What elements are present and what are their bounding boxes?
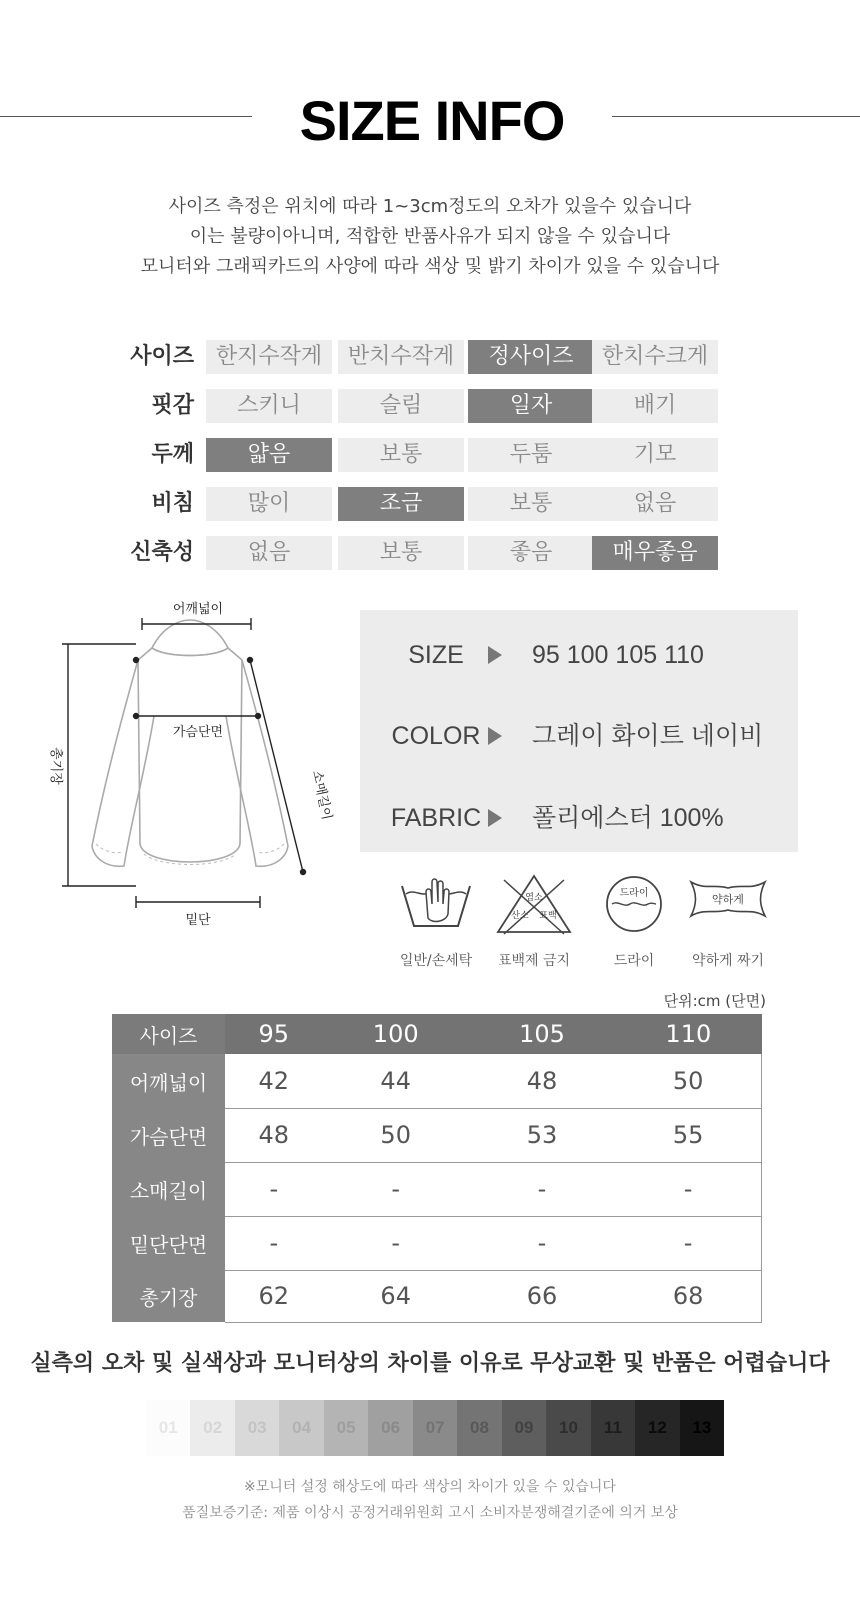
rating-option: 보통 [468,487,594,521]
spec-row-color [360,716,798,756]
row-label: 총기장 [112,1270,225,1322]
swatch-cell: 09 [502,1400,546,1456]
rating-option-selected: 정사이즈 [468,340,594,374]
spec-row-size [360,635,798,675]
dry-clean-text: 드라이 [619,888,649,899]
header-divider-right [612,116,860,117]
rating-option: 보통 [338,536,464,570]
rating-row-stretch [0,536,860,570]
gentle-wring-text: 약하게 [712,893,744,906]
row-label: 가슴단면 [112,1108,225,1162]
table-cell: 48 [469,1054,615,1108]
swatch-cell: 04 [279,1400,323,1456]
size-table [112,1014,762,1323]
notice-line: 사이즈 측정은 위치에 따라 1~3cm정도의 오차가 있을수 있습니다 [168,196,692,217]
rating-label: 두께 [151,442,194,467]
spec-row-fabric [360,798,798,838]
header-divider-left [0,116,252,117]
table-cell: - [615,1162,761,1216]
return-warning: 실측의 오차 및 실색상과 모니터상의 차이를 이유로 무상교환 및 반품은 어렵습니다 [30,1351,830,1376]
swatch-cell: 11 [591,1400,635,1456]
rating-option: 슬림 [338,389,464,423]
rating-option: 없음 [592,487,718,521]
care-item [486,874,582,974]
row-label: 소매길이 [112,1162,225,1216]
chest-label: 가슴단면 [172,725,224,740]
table-cell: 68 [615,1270,761,1322]
care-label: 일반/손세탁 [399,953,473,969]
swatch-cell: 06 [368,1400,412,1456]
swatch-cell: 07 [413,1400,457,1456]
rating-option: 많이 [206,487,332,521]
rating-option: 배기 [592,389,718,423]
table-row [112,1162,762,1216]
care-item [586,874,682,974]
notice-line: 모니터와 그래픽카드의 사양에 따라 색상 및 밝기 차이가 있을 수 있습니다 [140,256,720,277]
swatch-cell: 02 [190,1400,234,1456]
bleach-type-text: 표백 [539,911,557,921]
hand-wash-icon [396,874,476,932]
rating-option: 반치수작게 [338,340,464,374]
rating-option-selected: 매우좋음 [592,536,718,570]
swatch-cell: 12 [635,1400,679,1456]
shoulder-label: 어깨넓이 [172,602,224,617]
table-cell: - [615,1216,761,1270]
swatch-cell: 08 [457,1400,501,1456]
table-header-cell: 95 [225,1014,323,1054]
row-label: 밑단단면 [112,1216,225,1270]
table-header-cell: 사이즈 [112,1014,225,1054]
table-header-cell: 105 [469,1014,615,1054]
spec-key: SIZE [408,641,464,669]
spec-value: 폴리에스터 100% [532,804,724,832]
table-row [112,1270,762,1322]
rating-option: 두툼 [468,438,594,472]
page-title: SIZE INFO [299,89,565,152]
table-cell: 62 [225,1270,323,1322]
care-label: 약하게 짜기 [691,953,765,969]
table-header-cell: 110 [615,1014,761,1054]
rating-label: 신축성 [130,540,194,565]
page-header [0,88,860,158]
play-arrow-icon [488,646,502,664]
gentle-wring-icon [685,874,771,924]
rating-label: 비침 [151,491,194,516]
spec-value: 95 100 105 110 [532,641,704,669]
spec-key: COLOR [391,722,481,750]
sleeve-label: 소매길이 [308,769,334,822]
spec-key: FABRIC [390,804,482,832]
rating-option: 기모 [592,438,718,472]
table-cell: 42 [225,1054,323,1108]
table-cell: 50 [615,1054,761,1108]
rating-row-thickness [0,438,860,472]
dry-clean-icon [602,874,666,934]
care-label: 드라이 [613,953,655,969]
table-cell: 64 [323,1270,469,1322]
footer-quality: 품질보증기준: 제품 이상시 공정거래위원회 고시 소비자분쟁해결기준에 의거 보상 [182,1505,678,1521]
care-item [388,874,484,974]
rating-option: 스키니 [206,389,332,423]
spec-value: 그레이 화이트 네이비 [532,722,764,750]
table-cell: - [469,1216,615,1270]
swatch-cell: 03 [235,1400,279,1456]
table-cell: 55 [615,1108,761,1162]
footer-note: ※모니터 설정 해상도에 따라 색상의 차이가 있을 수 있습니다 [244,1479,616,1495]
swatch-cell: 01 [146,1400,190,1456]
rating-row-fit [0,389,860,423]
rating-option: 보통 [338,438,464,472]
row-label: 어깨넓이 [112,1054,225,1108]
table-cell: - [323,1162,469,1216]
table-cell: - [225,1216,323,1270]
table-row [112,1054,762,1108]
table-cell: - [469,1162,615,1216]
no-bleach-icon [494,874,574,936]
notice-line: 이는 불량이아니며, 적합한 반품사유가 되지 않을 수 있습니다 [189,226,671,247]
table-cell: 44 [323,1054,469,1108]
unit-note: 단위:cm (단면) [663,992,766,1010]
grayscale-swatch-strip [146,1400,724,1456]
rating-option: 한치수크게 [592,340,718,374]
rating-row-sheerness [0,487,860,521]
play-arrow-icon [488,809,502,827]
table-cell: 48 [225,1108,323,1162]
table-cell: 50 [323,1108,469,1162]
rating-option: 없음 [206,536,332,570]
rating-option: 좋음 [468,536,594,570]
rating-option-selected: 얇음 [206,438,332,472]
table-row [112,1216,762,1270]
play-arrow-icon [488,727,502,745]
table-header-cell: 100 [323,1014,469,1054]
swatch-cell: 13 [680,1400,724,1456]
table-cell: - [225,1162,323,1216]
care-item [680,874,776,974]
table-header-row [112,1014,762,1054]
measurement-notice [0,192,860,282]
table-cell: - [323,1216,469,1270]
rating-label: 핏감 [151,393,194,418]
table-cell: 66 [469,1270,615,1322]
swatch-cell: 05 [324,1400,368,1456]
care-label: 표백제 금지 [497,953,571,969]
product-spec-box [360,610,798,852]
rating-option-selected: 조금 [338,487,464,521]
rating-option: 한지수작게 [206,340,332,374]
bleach-chlorine-text: 염소 [525,893,543,903]
table-row [112,1108,762,1162]
rating-label: 사이즈 [130,344,194,369]
total-length-label: 총기장 [48,747,63,785]
rating-option-selected: 일자 [468,389,594,423]
rating-row-size [0,340,860,374]
bleach-oxygen-text: 산소 [511,911,529,921]
table-cell: 53 [469,1108,615,1162]
garment-measurement-diagram [40,596,350,936]
swatch-cell: 10 [546,1400,590,1456]
hem-label: 밑단 [185,913,211,928]
